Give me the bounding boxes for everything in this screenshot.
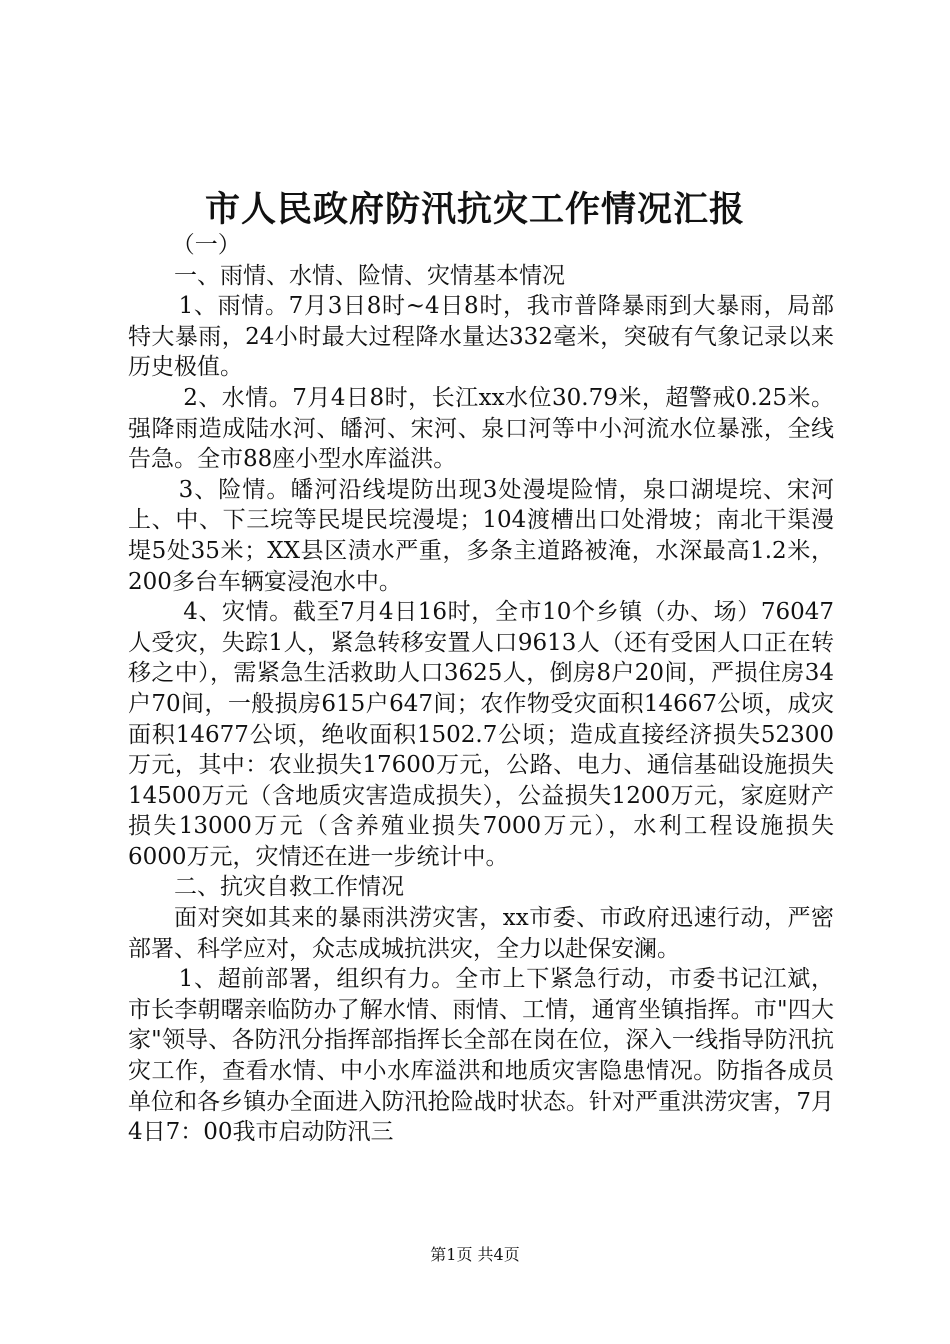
document-title: 市人民政府防汛抗灾工作情况汇报 xyxy=(204,189,745,230)
page-footer: 第1页 共4页 xyxy=(430,1245,520,1264)
paragraph-disaster: 4、灾情。截至7月4日16时，全市10个乡镇（办、场）76047人受灾，失踪1人，紧急转移安置人口9613人（还有受困人口正在转移之中），需紧急生活救助人口3625人，倒房8户20间，严损住房34户70间，一般损房615户647间；农作物受灾面积14667公顷，成灾面积14677公顷，绝收面积1502.7公顷；造成直接经济损失52300万元，其中：农业损失17600万元，公路、电力、通信基础设施损失14500万元（含地质灾害造成损失），公益损失1200万元，家庭财产损失13000万元（含养殖业损失7000万元），水利工程设施损失6000万元，灾情还在进一步统计中。 xyxy=(128,599,834,870)
paragraph-danger: 3、险情。皤河沿线堤防出现3处漫堤险情，泉口湖堤垸、宋河上、中、下三垸等民堤民垸漫堤；104渡槽出口处滑坡；南北干渠漫堤5处35米；XX县区渍水严重，多条主道路被淹，水深最高1.2米，200多台车辆宴浸泡水中。 xyxy=(128,476,834,595)
paragraph-water: 2、水情。7月4日8时，长江xx水位30.79米，超警戒0.25米。强降雨造成陆水河、皤河、宋河、泉口河等中小河流水位暴涨，全线告急。全市88座小型水库溢洪。 xyxy=(128,384,834,473)
section-heading-2: 二、抗灾自救工作情况 xyxy=(174,874,404,901)
paragraph-rain: 1、雨情。7月3日8时~4日8时，我市普降暴雨到大暴雨，局部特大暴雨，24小时最大过程降水量达332毫米，突破有气象记录以来历史极值。 xyxy=(128,293,834,381)
paragraph-deployment: 1、超前部署，组织有力。全市上下紧急行动，市委书记江斌，市长李朝曙亲临防办了解水情、雨情、工情，通宵坐镇指挥。市"四大家"领导、各防汛分指挥部指挥长全部在岗在位，深入一线指导防汛抗灾工作，查看水情、中小水库溢洪和地质灾害隐患情况。防指各成员单位和各乡镇办全面进入防汛抢险战时状态。针对严重洪涝灾害，7月4日7：00我市启动防汛三 xyxy=(128,966,834,1146)
section-marker: （一） xyxy=(171,232,241,258)
document-body xyxy=(128,230,834,1148)
section-heading-1: 一、雨情、水情、险情、灾情基本情况 xyxy=(174,262,565,289)
paragraph-response: 面对突如其来的暴雨洪涝灾害，xx市委、市政府迅速行动，严密部署、科学应对，众志成城抗洪灾，全力以赴保安澜。 xyxy=(128,905,834,962)
